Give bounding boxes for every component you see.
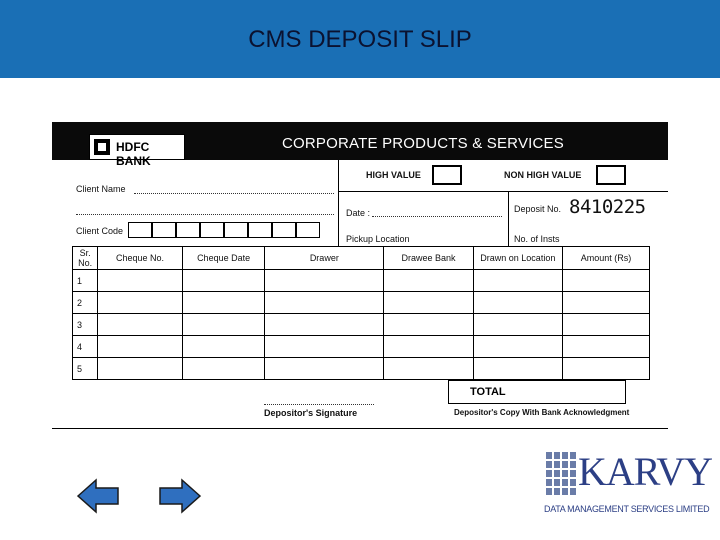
client-code-cell xyxy=(248,222,272,238)
table-row xyxy=(73,292,650,314)
right-arrow-icon xyxy=(158,478,202,514)
client-name-label: Client Name xyxy=(76,184,126,194)
high-value-label: HIGH VALUE xyxy=(366,170,421,180)
non-high-value-label: NON HIGH VALUE xyxy=(504,170,582,180)
karvy-logo-subtitle: DATA MANAGEMENT SERVICES LIMITED xyxy=(544,504,710,514)
client-code-cell xyxy=(272,222,296,238)
client-code-cell xyxy=(200,222,224,238)
row-number: 5 xyxy=(73,358,98,380)
high-value-checkbox xyxy=(432,165,462,185)
row-number: 2 xyxy=(73,292,98,314)
forward-button[interactable] xyxy=(158,478,202,519)
column-header: Drawn on Location xyxy=(473,247,562,270)
row-number: 3 xyxy=(73,314,98,336)
divider xyxy=(338,160,339,246)
cheque-table xyxy=(72,246,650,380)
row-number: 4 xyxy=(73,336,98,358)
page-title: CMS DEPOSIT SLIP xyxy=(248,26,472,53)
column-header: Sr. No. xyxy=(73,247,98,270)
karvy-logo-icon xyxy=(546,452,576,492)
column-header: Drawee Bank xyxy=(384,247,473,270)
divider xyxy=(338,191,668,192)
hdfc-logo xyxy=(89,134,185,168)
client-code-cell xyxy=(128,222,152,238)
signature-line xyxy=(264,404,374,405)
deposit-no-label: Deposit No. xyxy=(514,204,562,214)
hdfc-logo-icon xyxy=(94,139,110,155)
table-row xyxy=(73,314,650,336)
depositor-signature-label: Depositor's Signature xyxy=(264,408,358,418)
deposit-number: 8410225 xyxy=(569,196,646,218)
client-name-line xyxy=(134,193,334,194)
client-code-cell xyxy=(224,222,248,238)
divider xyxy=(508,191,509,246)
bank-name: HDFC BANK xyxy=(116,140,151,168)
table-row xyxy=(73,358,650,380)
table-row xyxy=(73,336,650,358)
column-header: Drawer xyxy=(265,247,384,270)
client-code-cell xyxy=(176,222,200,238)
deposit-slip-image xyxy=(50,118,670,433)
date-line xyxy=(372,216,502,217)
slip-header xyxy=(52,122,668,168)
date-label: Date : xyxy=(346,208,371,218)
non-high-value-checkbox xyxy=(596,165,626,185)
table-row xyxy=(73,270,650,292)
column-header: Cheque Date xyxy=(182,247,264,270)
client-name-line-2 xyxy=(76,214,334,215)
slip-header-title: CORPORATE PRODUCTS & SERVICES xyxy=(282,135,564,152)
client-code-cell xyxy=(152,222,176,238)
karvy-logo-text: KARVY xyxy=(578,449,713,494)
total-label: TOTAL xyxy=(470,386,506,398)
client-code-label: Client Code xyxy=(76,226,124,236)
karvy-logo xyxy=(544,448,713,520)
column-header: Amount (Rs) xyxy=(562,247,649,270)
no-of-instruments-label: No. of Insts xyxy=(514,234,560,244)
row-number: 1 xyxy=(73,270,98,292)
client-code-cell xyxy=(296,222,320,238)
table-header-row xyxy=(73,247,650,270)
pickup-location-label: Pickup Location xyxy=(346,234,410,244)
left-arrow-icon xyxy=(76,478,120,514)
column-header: Cheque No. xyxy=(98,247,183,270)
slip-bottom-border xyxy=(52,428,668,429)
back-button[interactable] xyxy=(76,478,120,519)
depositor-copy-label: Depositor's Copy With Bank Acknowledgment xyxy=(454,408,630,417)
